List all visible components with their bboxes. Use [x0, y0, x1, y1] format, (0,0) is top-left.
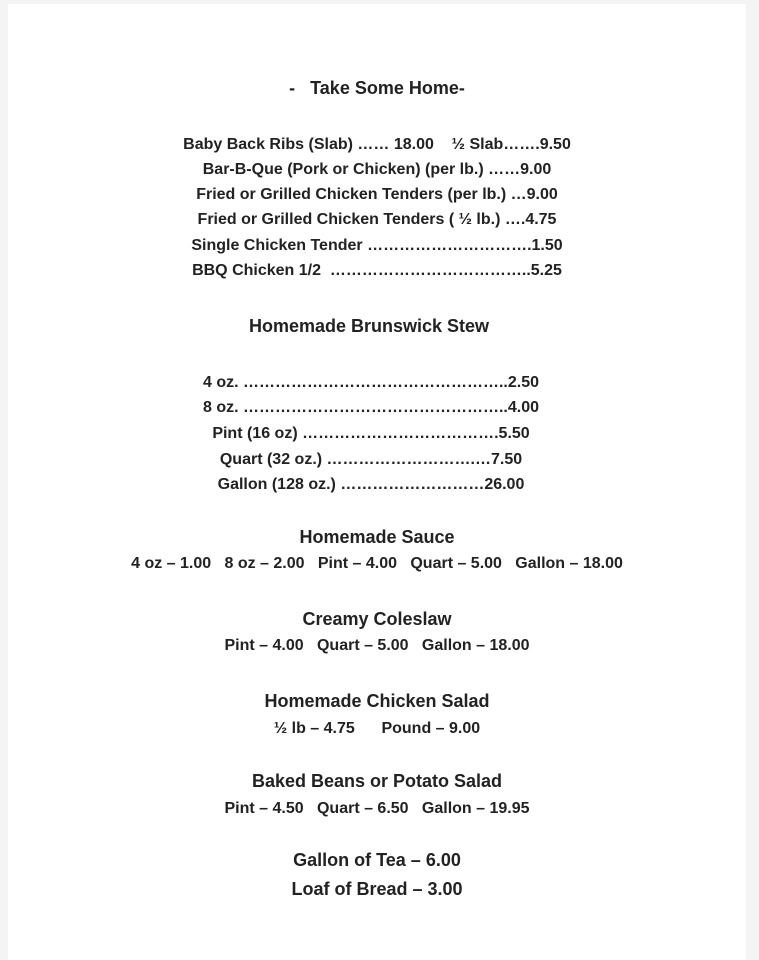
coleslaw-title: Creamy Coleslaw: [302, 609, 452, 629]
menu-page: [8, 4, 746, 960]
gallon-of-tea: Gallon of Tea – 6.00: [293, 850, 461, 870]
stew-item-pint: Pint (16 oz) ……………………………….5.50: [212, 425, 530, 442]
beans-prices: Pint – 4.50 Quart – 6.50 Gallon – 19.95: [224, 800, 530, 817]
item-baby-back-ribs: Baby Back Ribs (Slab) …… 18.00 ½ Slab…….9.50: [183, 136, 571, 153]
stew-item-8oz: 8 oz. …………………………………………..4.00: [202, 399, 540, 416]
chicken-salad-title: Homemade Chicken Salad: [264, 691, 490, 711]
sauce-title: Homemade Sauce: [299, 527, 455, 547]
beans-title: Baked Beans or Potato Salad: [251, 771, 503, 791]
coleslaw-prices: Pint – 4.00 Quart – 5.00 Gallon – 18.00: [224, 637, 530, 654]
sauce-prices: 4 oz – 1.00 8 oz – 2.00 Pint – 4.00 Quart – 5.00 Gallon – 18.00: [131, 555, 623, 572]
item-tenders-per-lb: Fried or Grilled Chicken Tenders (per lb.) …9.00: [196, 186, 558, 203]
loaf-of-bread: Loaf of Bread – 3.00: [291, 879, 463, 899]
stew-item-quart: Quart (32 oz.) ……………………….…7.50: [219, 451, 523, 468]
item-tenders-half-lb: Fried or Grilled Chicken Tenders ( ½ lb.) ….4.75: [197, 211, 557, 228]
stew-item-gallon: Gallon (128 oz.) ………………………26.00: [217, 476, 525, 493]
stew-item-4oz: 4 oz. …………………………………………..2.50: [202, 374, 540, 391]
stew-title: Homemade Brunswick Stew: [248, 316, 490, 336]
item-single-tender: Single Chicken Tender ………………………….1.50: [191, 237, 563, 254]
item-bar-b-que: Bar-B-Que (Pork or Chicken) (per lb.) ……9.00: [202, 161, 552, 178]
item-bbq-chicken-half: BBQ Chicken 1/2 ………………………………..5.25: [192, 262, 562, 279]
take-some-home-title: - Take Some Home-: [289, 78, 465, 98]
chicken-salad-prices: ½ lb – 4.75 Pound – 9.00: [273, 720, 481, 737]
